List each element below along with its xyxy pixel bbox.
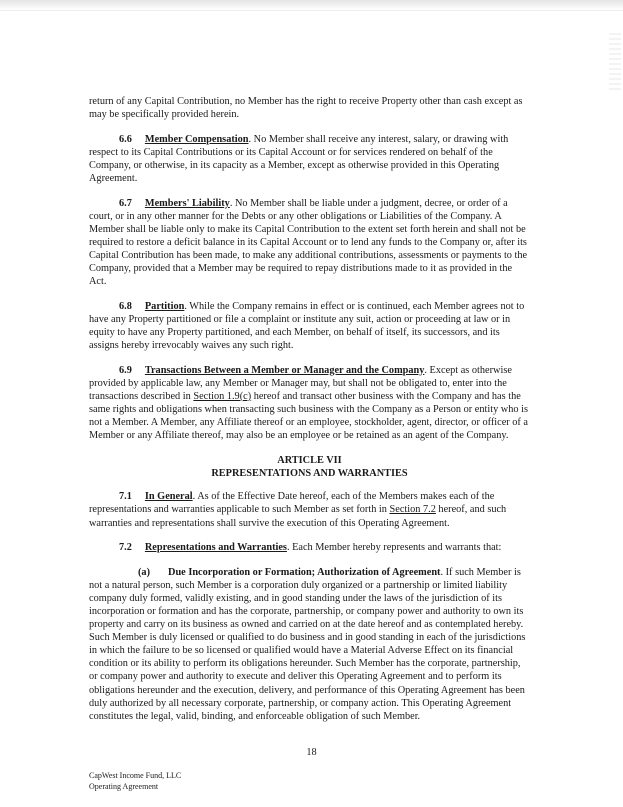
- section-text: hereof, and such warranties and representations shall survive the execution of this Operating Agreement.: [89, 504, 507, 529]
- section-7-2: [89, 541, 530, 554]
- section-number: 6.8: [119, 300, 132, 312]
- section-7-2-a: [89, 566, 530, 723]
- footer-document-title: Operating Agreement: [89, 782, 159, 791]
- section-heading: Transactions Between a Member or Manager and the Company: [144, 364, 425, 376]
- section-number: 6.7: [119, 197, 132, 209]
- section-text: . Except as otherwise provided by applicable law, any Member or Manager may, but shall not be obligated to, enter into the transactions described in: [89, 364, 512, 402]
- body-text: [89, 95, 530, 734]
- section-number: 6.6: [119, 133, 132, 145]
- section-heading: In General: [144, 491, 193, 503]
- article-heading: [89, 454, 530, 480]
- section-reference-link: Section 7.2: [389, 504, 436, 516]
- scan-edge-artifact: [609, 30, 621, 90]
- subsection-text: . If such Member is not a natural person, such Member is a corporation duly organized or a partnership or limited liability company duly formed, validly existing, and in good standing under the laws of the jurisdiction of its incorporation or formation and has the corporate, partnership, or company power and authority to own its property and carry on its business as owned and carried on at the date hereof and as contemplated hereby. Such Member is duly licensed or qualified to do business and in good standing in each of the jurisdictions in which the failure to be so licensed or qualified would have a Material Adverse Effect on its financial condition or its ability to perform its obligations hereunder. Such Member has the corporate, partnership, or company power and authority to execute and deliver this Operating Agreement and to perform its obligations hereunder and the execution, delivery, and performance of this Operating Agreement has been duly authorized by all necessary corporate, partnership, or company action. This Operating Agreement constitutes the legal, valid, binding, and enforceable obligation of such Member.: [89, 566, 526, 722]
- section-text: . No Member shall be liable under a judgment, decree, or order of a court, or in any other manner for the Debts or any other obligations or Liabilities of the Company. A Member shall be liable only to make its Capital Contribution to the extent set forth herein and shall not be required to restore a deficit balance in its Capital Account or to lend any funds to the Company or, after its Capital Contribution has been made, to make any additional contributions, assessments or payments to the Company, provided that a Member may be required to repay distributions made to it as provided in the Act.: [89, 197, 528, 288]
- footer-company-name: CapWest Income Fund, LLC: [89, 771, 182, 780]
- scan-top-edge: [0, 0, 623, 11]
- section-6-7: [89, 197, 530, 289]
- section-heading: Representations and Warranties: [144, 542, 287, 554]
- subsection-number: (a): [138, 566, 151, 578]
- page-number: 18: [306, 747, 317, 758]
- article-number: ARTICLE VII: [277, 455, 342, 467]
- section-number: 7.1: [119, 491, 132, 503]
- subsection-heading: Due Incorporation or Formation; Authorization of Agreement: [168, 566, 441, 578]
- section-text: . No Member shall receive any interest, salary, or drawing with respect to its Capital Contributions or its Capital Account or for services rendered on behalf of the Company, or otherwise, in its capacity as a Member, except as otherwise provided in this Operating Agreement.: [89, 133, 509, 184]
- section-text: . While the Company remains in effect or is continued, each Member agrees not to have any Property partitioned or file a complaint or institute any suit, action or proceeding at law or in equity to have any Property partitioned, and each Member, on behalf of itself, its successors, and its assigns hereby irrevocably waives any such right.: [89, 300, 525, 351]
- section-7-1: [89, 490, 530, 529]
- article-title: REPRESENTATIONS AND WARRANTIES: [211, 468, 408, 480]
- continuation-paragraph: return of any Capital Contribution, no Member has the right to receive Property other than cash except as may be specifically provided herein.: [89, 96, 523, 121]
- section-6-8: [89, 300, 530, 352]
- section-number: 7.2: [119, 542, 132, 554]
- section-heading: Partition: [144, 300, 185, 312]
- section-heading: Member Compensation: [144, 133, 249, 145]
- section-6-6: [89, 133, 530, 185]
- section-reference-link: Section 1.9(c): [193, 390, 252, 402]
- section-heading: Members' Liability: [144, 197, 230, 209]
- section-text: . Each Member hereby represents and warrants that:: [286, 542, 502, 554]
- section-text: hereof and transact other business with the Company and has the same rights and obligations when transacting such business with the Company as a Person or entity who is not a Member. A Member, any Affiliate thereof or an employee, stockholder, agent, director, or officer of a Member or any Affiliate thereof, may also be an employee or be retained as an agent of the Company.: [89, 390, 528, 442]
- document-footer: [89, 770, 181, 792]
- section-text: . As of the Effective Date hereof, each of the Members makes each of the representations and warranties applicable to such Member as set forth in: [89, 491, 495, 516]
- section-6-9: [89, 364, 530, 443]
- section-number: 6.9: [119, 364, 132, 376]
